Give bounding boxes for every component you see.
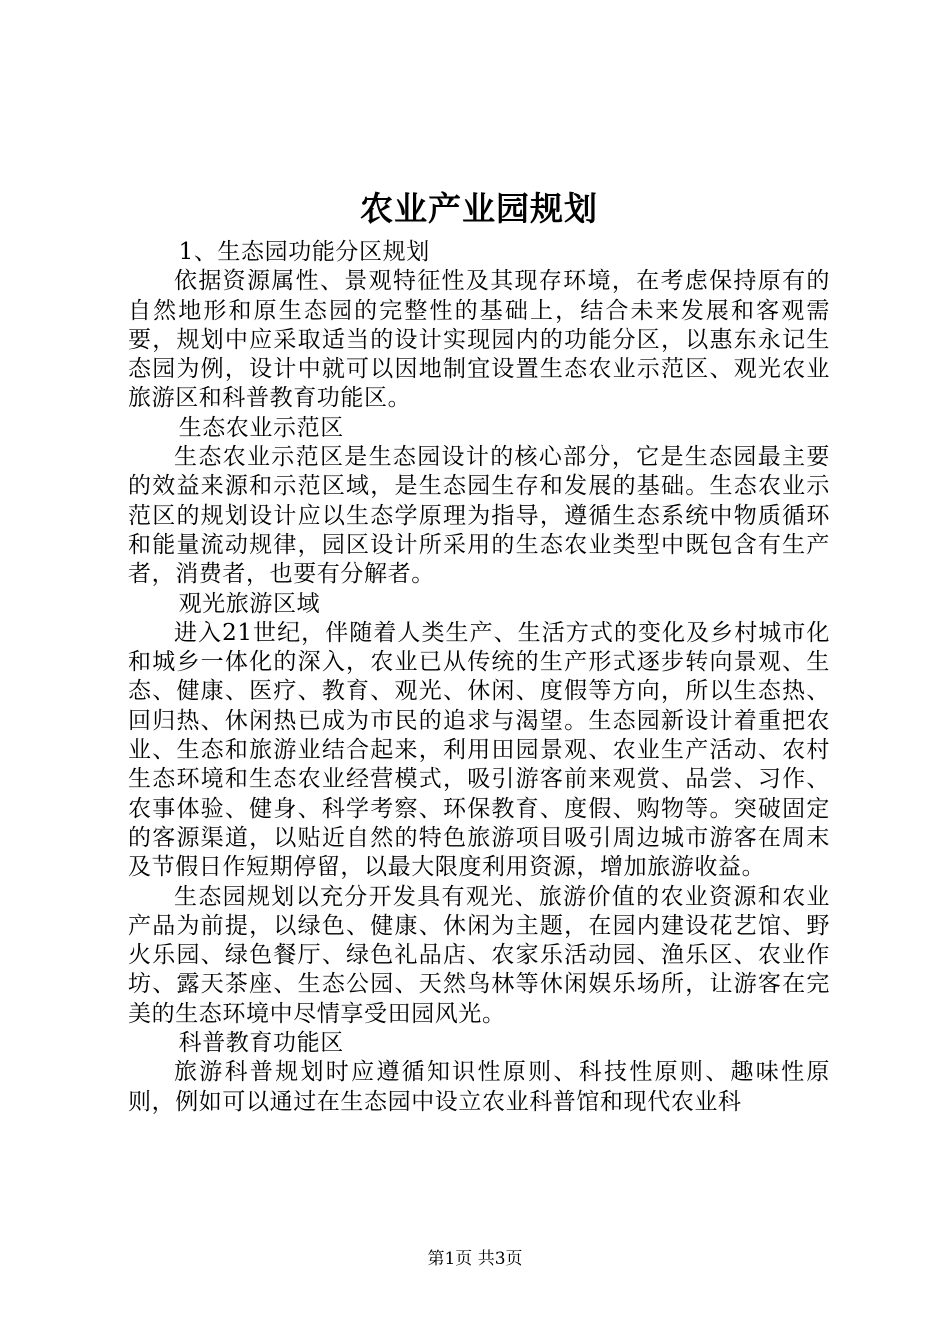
paragraph-tourism-trends: 进入21世纪，伴随着人类生产、生活方式的变化及乡村城市化和城乡一体化的深入，农业已从传统的生产形式逐步转向景观、生态、健康、医疗、教育、观光、休闲、度假等方向，所以生态热、回归热、休闲热已成为市民的追求与渴望。生态园新设计着重把农业、生态和旅游业结合起来，利用田园景观、农业生产活动、农村生态环境和生态农业经营模式，吸引游客前来观赏、品尝、习作、农事体验、健身、科学考察、环保教育、度假、购物等。突破固定的客源渠道，以贴近自然的特色旅游项目吸引周边城市游客在周末及节假日作短期停留，以最大限度利用资源，增加旅游收益。: [128, 619, 830, 881]
section-heading-functional-zoning: 1、生态园功能分区规划: [178, 239, 430, 265]
document-page: [128, 184, 830, 1117]
document-title: 农业产业园规划: [360, 189, 598, 228]
paragraph-science-education: 旅游科普规划时应遵循知识性原则、科技性原则、趣味性原则，例如可以通过在生态园中设立农业科普馆和现代农业科: [128, 1059, 830, 1115]
page-footer: 第1页 共3页: [427, 1249, 523, 1269]
section-heading-science-education-zone: 科普教育功能区: [178, 1030, 344, 1057]
paragraph-tourism-facilities: 生态园规划以充分开发具有观光、旅游价值的农业资源和农业产品为前提，以绿色、健康、休闲为主题，在园内建设花艺馆、野火乐园、绿色餐厅、绿色礼品店、农家乐活动园、渔乐区、农业作坊、露天茶座、生态公园、天然鸟林等休闲娱乐场所，让游客在完美的生态环境中尽情享受田园风光。: [128, 883, 830, 1027]
section-heading-tourism-zone: 观光旅游区域: [178, 590, 321, 617]
paragraph-eco-demo-zone: 生态农业示范区是生态园设计的核心部分，它是生态园最主要的效益来源和示范区域，是生态园生存和发展的基础。生态农业示范区的规划设计应以生态学原理为指导，遵循生态系统中物质循环和能量流动规律，园区设计所采用的生态农业类型中既包含有生产者，消费者，也要有分解者。: [128, 444, 830, 588]
paragraph-zoning-intro: 依据资源属性、景观特征性及其现存环境，在考虑保持原有的自然地形和原生态园的完整性的基础上，结合未来发展和客观需要，规划中应采取适当的设计实现园内的功能分区，以惠东永记生态园为例，设计中就可以因地制宜设置生态农业示范区、观光农业旅游区和科普教育功能区。: [128, 268, 830, 412]
section-heading-eco-demo-zone: 生态农业示范区: [178, 414, 344, 441]
